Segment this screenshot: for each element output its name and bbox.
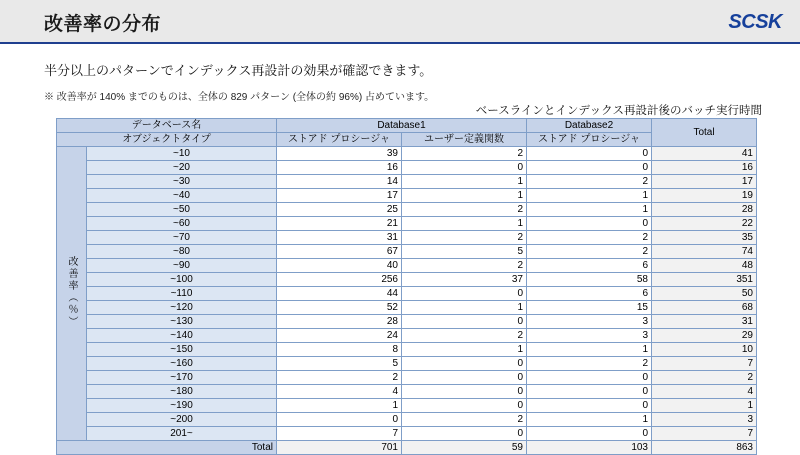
cell-db1-func: 0 bbox=[402, 161, 527, 175]
cell-db2-stored: 0 bbox=[527, 217, 652, 231]
cell-total: 35 bbox=[652, 231, 757, 245]
table-row bbox=[57, 371, 757, 385]
distribution-table bbox=[56, 118, 757, 455]
row-label: ~50 bbox=[87, 203, 277, 217]
cell-db1-stored: 1 bbox=[277, 399, 402, 413]
cell-db1-func: 0 bbox=[402, 287, 527, 301]
cell-db1-func: 0 bbox=[402, 315, 527, 329]
table-row bbox=[57, 385, 757, 399]
total-grand: 863 bbox=[652, 441, 757, 455]
cell-db1-func: 2 bbox=[402, 413, 527, 427]
data-table-wrapper bbox=[56, 118, 756, 455]
cell-db1-stored: 40 bbox=[277, 259, 402, 273]
cell-db2-stored: 0 bbox=[527, 385, 652, 399]
table-row bbox=[57, 189, 757, 203]
table-row bbox=[57, 203, 757, 217]
table-row bbox=[57, 147, 757, 161]
cell-db2-stored: 0 bbox=[527, 399, 652, 413]
table-row bbox=[57, 301, 757, 315]
cell-db1-stored: 2 bbox=[277, 371, 402, 385]
row-label: ~140 bbox=[87, 329, 277, 343]
cell-db2-stored: 0 bbox=[527, 427, 652, 441]
cell-db2-stored: 2 bbox=[527, 245, 652, 259]
cell-total: 1 bbox=[652, 399, 757, 413]
table-header-row-1 bbox=[57, 119, 757, 133]
row-label: ~10 bbox=[87, 147, 277, 161]
table-row bbox=[57, 413, 757, 427]
row-label: ~150 bbox=[87, 343, 277, 357]
cell-db1-stored: 52 bbox=[277, 301, 402, 315]
cell-db1-stored: 17 bbox=[277, 189, 402, 203]
cell-db1-func: 1 bbox=[402, 189, 527, 203]
cell-db1-func: 1 bbox=[402, 175, 527, 189]
table-row bbox=[57, 175, 757, 189]
cell-db1-stored: 44 bbox=[277, 287, 402, 301]
table-row bbox=[57, 427, 757, 441]
cell-db1-func: 37 bbox=[402, 273, 527, 287]
table-caption: ベースラインとインデックス再設計後のバッチ実行時間 bbox=[475, 105, 762, 117]
cell-total: 351 bbox=[652, 273, 757, 287]
row-label: ~60 bbox=[87, 217, 277, 231]
cell-db1-stored: 21 bbox=[277, 217, 402, 231]
header-db1-stored-proc: ストアド プロシージャ bbox=[277, 133, 402, 147]
cell-db2-stored: 2 bbox=[527, 357, 652, 371]
row-group-label bbox=[57, 147, 87, 441]
row-label: ~120 bbox=[87, 301, 277, 315]
cell-db2-stored: 6 bbox=[527, 287, 652, 301]
cell-db1-func: 0 bbox=[402, 399, 527, 413]
cell-db1-func: 0 bbox=[402, 385, 527, 399]
cell-db2-stored: 2 bbox=[527, 231, 652, 245]
cell-total: 17 bbox=[652, 175, 757, 189]
cell-db1-func: 2 bbox=[402, 259, 527, 273]
cell-total: 2 bbox=[652, 371, 757, 385]
row-label: 201~ bbox=[87, 427, 277, 441]
row-label: ~90 bbox=[87, 259, 277, 273]
table-row bbox=[57, 161, 757, 175]
cell-db2-stored: 1 bbox=[527, 189, 652, 203]
total-db2-stored: 103 bbox=[527, 441, 652, 455]
cell-db1-func: 1 bbox=[402, 301, 527, 315]
cell-db1-stored: 39 bbox=[277, 147, 402, 161]
cell-total: 4 bbox=[652, 385, 757, 399]
cell-db1-stored: 24 bbox=[277, 329, 402, 343]
cell-db1-stored: 5 bbox=[277, 357, 402, 371]
row-label: ~110 bbox=[87, 287, 277, 301]
cell-db2-stored: 0 bbox=[527, 371, 652, 385]
cell-db2-stored: 1 bbox=[527, 413, 652, 427]
cell-total: 10 bbox=[652, 343, 757, 357]
row-group-label-text: 改善率（％） bbox=[66, 255, 77, 328]
cell-total: 48 bbox=[652, 259, 757, 273]
cell-db1-func: 5 bbox=[402, 245, 527, 259]
cell-db1-func: 0 bbox=[402, 371, 527, 385]
scsk-logo: SCSK bbox=[728, 11, 782, 33]
cell-db1-stored: 0 bbox=[277, 413, 402, 427]
cell-db1-func: 0 bbox=[402, 357, 527, 371]
table-row bbox=[57, 343, 757, 357]
cell-db1-stored: 7 bbox=[277, 427, 402, 441]
cell-db1-stored: 256 bbox=[277, 273, 402, 287]
row-label: ~20 bbox=[87, 161, 277, 175]
cell-db1-stored: 14 bbox=[277, 175, 402, 189]
cell-db1-func: 2 bbox=[402, 231, 527, 245]
row-label: ~100 bbox=[87, 273, 277, 287]
total-db1-stored: 701 bbox=[277, 441, 402, 455]
cell-db2-stored: 6 bbox=[527, 259, 652, 273]
cell-total: 50 bbox=[652, 287, 757, 301]
row-label: ~130 bbox=[87, 315, 277, 329]
cell-total: 28 bbox=[652, 203, 757, 217]
total-db1-func: 59 bbox=[402, 441, 527, 455]
total-row-label: Total bbox=[57, 441, 277, 455]
table-row bbox=[57, 287, 757, 301]
cell-db2-stored: 0 bbox=[527, 161, 652, 175]
row-label: ~70 bbox=[87, 231, 277, 245]
cell-db1-func: 0 bbox=[402, 427, 527, 441]
cell-db2-stored: 2 bbox=[527, 175, 652, 189]
row-label: ~180 bbox=[87, 385, 277, 399]
cell-db1-func: 1 bbox=[402, 343, 527, 357]
header-db1-user-func: ユーザー定義関数 bbox=[402, 133, 527, 147]
cell-db2-stored: 1 bbox=[527, 203, 652, 217]
cell-db1-func: 2 bbox=[402, 147, 527, 161]
cell-db1-stored: 4 bbox=[277, 385, 402, 399]
table-row bbox=[57, 399, 757, 413]
cell-db1-stored: 28 bbox=[277, 315, 402, 329]
cell-total: 29 bbox=[652, 329, 757, 343]
cell-db2-stored: 58 bbox=[527, 273, 652, 287]
cell-db1-stored: 31 bbox=[277, 231, 402, 245]
row-label: ~80 bbox=[87, 245, 277, 259]
cell-db2-stored: 15 bbox=[527, 301, 652, 315]
cell-total: 68 bbox=[652, 301, 757, 315]
cell-total: 16 bbox=[652, 161, 757, 175]
note-text: ※ 改善率が 140% までのものは、全体の 829 パターン (全体の約 96%) 占めています。 bbox=[44, 92, 435, 103]
table-row bbox=[57, 357, 757, 371]
row-label: ~40 bbox=[87, 189, 277, 203]
lead-text: 半分以上のパターンでインデックス再設計の効果が確認できます。 bbox=[44, 63, 433, 78]
row-label: ~200 bbox=[87, 413, 277, 427]
header-object-type: オブジェクトタイプ bbox=[57, 133, 277, 147]
cell-db1-stored: 16 bbox=[277, 161, 402, 175]
cell-total: 7 bbox=[652, 357, 757, 371]
row-label: ~160 bbox=[87, 357, 277, 371]
cell-total: 7 bbox=[652, 427, 757, 441]
cell-db2-stored: 3 bbox=[527, 315, 652, 329]
cell-db1-func: 1 bbox=[402, 217, 527, 231]
cell-db2-stored: 3 bbox=[527, 329, 652, 343]
cell-db1-stored: 25 bbox=[277, 203, 402, 217]
table-row bbox=[57, 329, 757, 343]
cell-total: 3 bbox=[652, 413, 757, 427]
header-database2: Database2 bbox=[527, 119, 652, 133]
header-total: Total bbox=[652, 119, 757, 147]
row-label: ~190 bbox=[87, 399, 277, 413]
cell-total: 19 bbox=[652, 189, 757, 203]
table-row bbox=[57, 217, 757, 231]
cell-total: 74 bbox=[652, 245, 757, 259]
table-row bbox=[57, 259, 757, 273]
cell-total: 22 bbox=[652, 217, 757, 231]
table-row bbox=[57, 315, 757, 329]
row-label: ~30 bbox=[87, 175, 277, 189]
table-row bbox=[57, 245, 757, 259]
row-label: ~170 bbox=[87, 371, 277, 385]
cell-total: 41 bbox=[652, 147, 757, 161]
table-row bbox=[57, 273, 757, 287]
cell-db1-stored: 67 bbox=[277, 245, 402, 259]
cell-total: 31 bbox=[652, 315, 757, 329]
header-database1: Database1 bbox=[277, 119, 527, 133]
cell-db2-stored: 0 bbox=[527, 147, 652, 161]
header-db2-stored-proc: ストアド プロシージャ bbox=[527, 133, 652, 147]
cell-db1-func: 2 bbox=[402, 329, 527, 343]
cell-db1-stored: 8 bbox=[277, 343, 402, 357]
cell-db1-func: 2 bbox=[402, 203, 527, 217]
table-row bbox=[57, 231, 757, 245]
table-total-row bbox=[57, 441, 757, 455]
cell-db2-stored: 1 bbox=[527, 343, 652, 357]
header-database-name: データベース名 bbox=[57, 119, 277, 133]
page-title: 改善率の分布 bbox=[44, 14, 162, 35]
slide-header bbox=[0, 0, 800, 44]
